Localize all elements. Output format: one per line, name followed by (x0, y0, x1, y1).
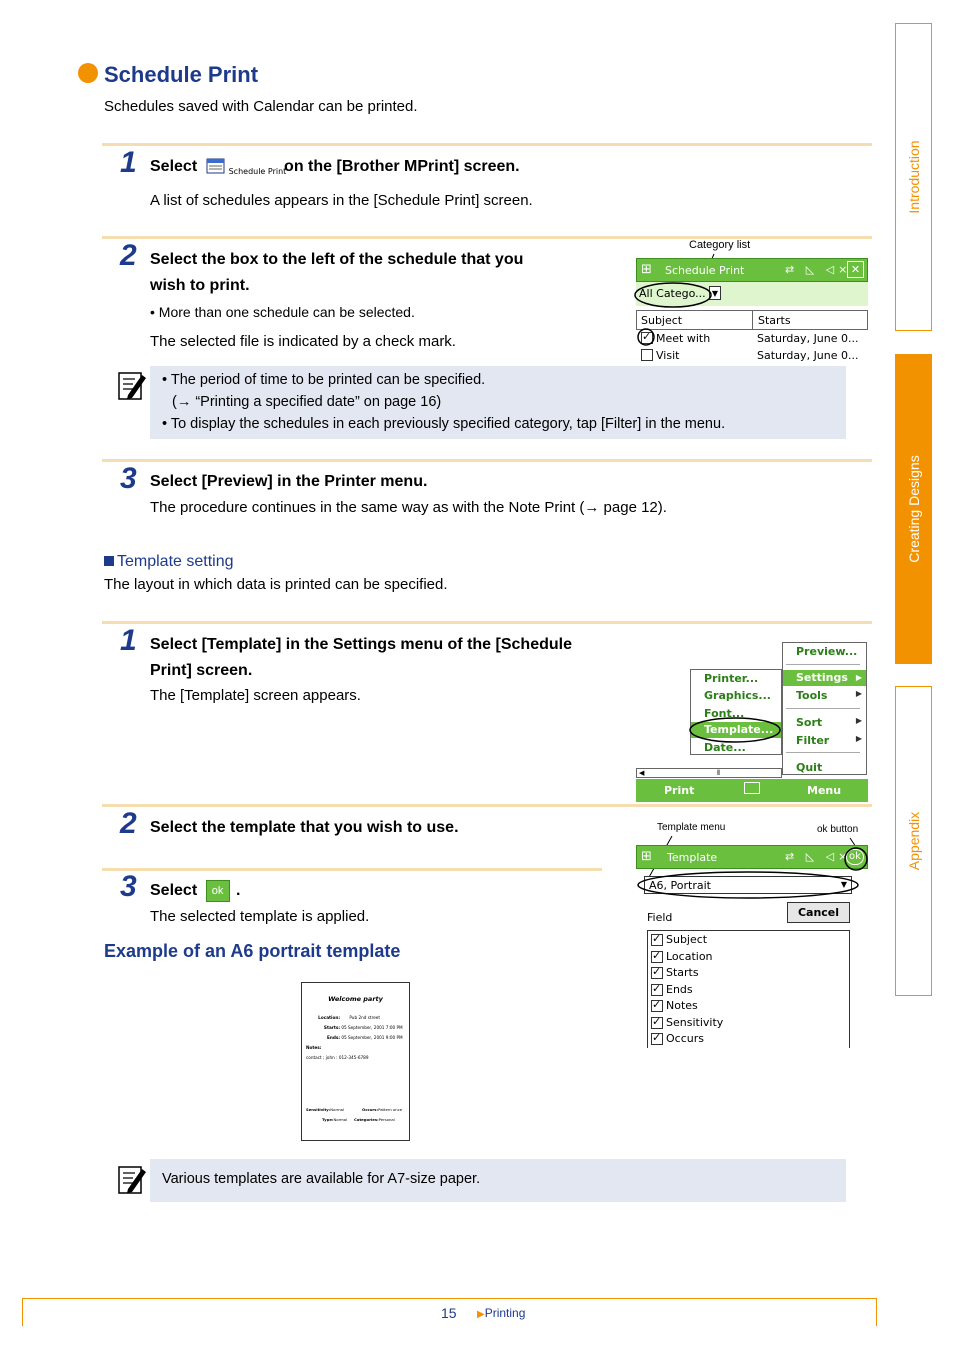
card-type-label: Type: (322, 1117, 334, 1122)
template-select-value: A6, Portrait (649, 879, 711, 892)
menu-item-quit[interactable]: Quit (796, 761, 823, 774)
step-heading-line: Select the box to the left of the schedule that you (150, 251, 524, 268)
submenu-item-date[interactable]: Date... (704, 741, 746, 754)
chevron-right-icon: ▶ (855, 734, 862, 743)
footer-link-label: Printing (484, 1306, 526, 1320)
callout-category-list: Category list (689, 239, 751, 251)
menu-item-tools[interactable] (796, 689, 866, 702)
note-box (150, 1159, 846, 1202)
footer-rule-left (22, 1298, 23, 1326)
ok-button[interactable]: ok (846, 849, 864, 865)
field-list-label: Notes (666, 999, 698, 1012)
step-number: 3 (120, 462, 137, 495)
step-heading-post: on the [Brother MPrint] screen. (284, 158, 520, 175)
triangle-right-icon: ▶ (477, 1309, 485, 1320)
screen-title: Schedule Print (665, 264, 745, 277)
subsection-heading (104, 553, 234, 571)
title-bullet-icon (78, 63, 98, 83)
schedule-print-screen (636, 258, 868, 366)
card-location-label: Location: (318, 1015, 340, 1020)
ok-button-icon: ok (206, 880, 230, 902)
checkbox-checked[interactable] (651, 1033, 663, 1045)
callout-circle (843, 846, 869, 872)
menu-divider (786, 752, 860, 753)
list-header (636, 310, 868, 330)
divider (102, 459, 872, 462)
example-heading: Example of an A6 portrait template (104, 941, 401, 961)
keyboard-icon[interactable] (744, 782, 760, 794)
checkbox-checked[interactable] (651, 967, 663, 979)
template-preview-card (301, 982, 410, 1141)
tab-creating-designs[interactable] (895, 354, 932, 664)
step-description: A list of schedules appears in the [Schedule Print] screen. (150, 192, 533, 209)
field-list-label: Subject (666, 933, 708, 946)
callout-circle (636, 327, 656, 347)
menu-item-settings[interactable] (783, 670, 866, 686)
screen-title-bar (636, 845, 868, 869)
checkbox[interactable] (641, 349, 653, 361)
card-starts-value: 05 September, 2001 7:00 PM (341, 1025, 403, 1030)
card-occurs-label: Occurs: (362, 1107, 379, 1112)
field-list-item[interactable] (651, 1015, 846, 1031)
card-sensitivity-label: Sensitivity: (306, 1107, 331, 1112)
chevron-right-icon: ▶ (855, 673, 862, 682)
table-row[interactable] (636, 330, 868, 347)
note-line: (→ “Printing a specified date” on page 16) (172, 394, 442, 410)
chevron-down-icon[interactable]: ▼ (840, 880, 847, 889)
divider (102, 236, 872, 239)
chevron-right-icon: ▶ (855, 689, 862, 698)
step-number: 1 (120, 146, 137, 179)
checkbox-checked[interactable] (651, 1017, 663, 1029)
field-list-label: Ends (666, 982, 693, 996)
scroll-left-icon[interactable]: ◀ (639, 769, 645, 777)
field-list-item[interactable] (651, 965, 846, 981)
col-subject[interactable]: Subject (641, 314, 683, 327)
row-starts: Saturday, June 0... (757, 332, 859, 345)
tab-label: Creating Designs (905, 455, 922, 563)
callout-ellipse (633, 281, 715, 311)
menu-softkey[interactable]: Menu (807, 784, 842, 797)
callout-ellipse (688, 716, 784, 746)
card-occurs-value: Pattern once (378, 1107, 403, 1112)
submenu-item-template[interactable]: Template... (691, 722, 781, 738)
menu-divider (786, 664, 860, 665)
status-icons: ⇄ ◺ ◁× (785, 263, 852, 276)
menu-item-filter[interactable] (796, 734, 866, 747)
chevron-right-icon: ▶ (855, 716, 862, 725)
footer-link-printing[interactable] (477, 1306, 525, 1320)
callout-ellipse (636, 868, 864, 904)
chevron-down-icon[interactable]: ▼ (709, 286, 721, 300)
footer-rule-right (876, 1298, 877, 1326)
note-icon (116, 1163, 148, 1200)
step-number: 3 (120, 870, 137, 903)
field-list-label: Starts (666, 966, 699, 979)
category-select[interactable]: All Catego... (639, 287, 706, 300)
step-heading (150, 878, 241, 904)
menu-item-label: Filter (796, 734, 830, 747)
field-list-item[interactable] (651, 932, 846, 948)
subsection-heading-text: Template setting (117, 553, 234, 570)
tab-appendix[interactable] (895, 686, 932, 996)
checkbox-checked[interactable] (651, 1000, 663, 1012)
screen-title: Template (667, 851, 718, 864)
step-heading-line: Print] screen. (150, 662, 253, 679)
subsection-description: The layout in which data is printed can be specified. (104, 576, 448, 593)
submenu-item-font[interactable]: Font... (704, 707, 745, 720)
card-categories-label: Categories: (354, 1117, 379, 1122)
horizontal-scrollbar[interactable] (636, 768, 782, 778)
step-description: The selected file is indicated by a check mark. (150, 333, 456, 350)
scroll-thumb-icon[interactable]: ⦀ (717, 769, 721, 777)
square-bullet-icon (104, 556, 114, 566)
col-starts[interactable]: Starts (758, 314, 791, 327)
submenu-item-graphics[interactable]: Graphics... (704, 689, 771, 702)
step-heading-pre: Select (150, 882, 198, 899)
note-line: • To display the schedules in each previously specified category, tap [Filter] in the menu. (162, 416, 726, 432)
screen-title-bar (636, 258, 868, 282)
menu-item-label: Sort (796, 716, 823, 729)
row-subject: Meet with (656, 332, 711, 345)
step-heading (150, 632, 572, 684)
checkbox-checked[interactable] (651, 951, 663, 963)
menu-item-preview[interactable]: Preview... (796, 645, 858, 658)
menu-item-label: Settings (796, 671, 848, 684)
tab-label: Introduction (905, 140, 922, 214)
checkbox-checked[interactable] (651, 934, 663, 946)
step-heading-pre: Select (150, 158, 198, 175)
card-title: Welcome party (328, 995, 383, 1003)
step-heading-post: . (236, 882, 241, 899)
step-number: 1 (120, 624, 137, 657)
field-label: Field (647, 911, 673, 924)
cancel-button[interactable]: Cancel (787, 902, 850, 923)
card-ends-label: Ends: (326, 1035, 340, 1040)
step-number: 2 (120, 807, 137, 840)
field-list-item[interactable] (651, 949, 846, 965)
step-heading: Select [Preview] in the Printer menu. (150, 473, 428, 490)
footer-rule (22, 1298, 877, 1299)
page-number: 15 (441, 1305, 457, 1321)
windows-flag-icon: ⊞ (641, 262, 652, 277)
row-starts: Saturday, June 0... (757, 349, 859, 362)
step-number: 2 (120, 239, 137, 272)
step-heading (150, 247, 523, 299)
divider (102, 804, 872, 807)
field-list-item[interactable] (651, 1031, 846, 1047)
step-description: The selected template is applied. (150, 908, 370, 925)
card-starts-label: Starts: (323, 1025, 340, 1030)
print-softkey[interactable]: Print (664, 784, 695, 797)
card-notes-label: Notes: (306, 1045, 322, 1050)
menu-item-sort[interactable] (796, 716, 866, 729)
schedule-print-icon (202, 158, 287, 176)
card-notes-value: contact ; john : 012-345-6789 (306, 1055, 369, 1060)
step-heading (150, 154, 520, 180)
field-list-item[interactable] (651, 982, 846, 998)
checkbox-checked[interactable] (651, 984, 663, 996)
field-list-item[interactable] (651, 998, 846, 1014)
callout-template-menu: Template menu (657, 822, 726, 833)
intro-text: Schedules saved with Calendar can be printed. (104, 98, 418, 115)
row-subject: Visit (656, 349, 680, 362)
callout-ok-button: ok button (817, 824, 859, 835)
close-icon[interactable]: ✕ (847, 261, 864, 278)
card-sensitivity-value: Normal (330, 1107, 345, 1112)
soft-key-bar (636, 779, 868, 802)
status-icons: ⇄ ◺ ◁× (785, 850, 852, 863)
tab-label: Appendix (905, 811, 922, 871)
menu-divider (786, 708, 860, 709)
note-box (150, 366, 846, 439)
divider (102, 143, 872, 146)
submenu-item-printer[interactable]: Printer... (704, 672, 759, 685)
field-list-label: Sensitivity (666, 1015, 724, 1029)
card-type-value: Normal (333, 1117, 348, 1122)
note-line: Various templates are available for A7-size paper. (162, 1171, 481, 1187)
menu-item-label: Tools (796, 689, 828, 702)
divider (102, 621, 872, 624)
divider (102, 868, 602, 871)
table-row[interactable] (636, 347, 868, 364)
note-icon (116, 369, 148, 406)
step-description: The procedure continues in the same way as with the Note Print (→ page 12). (150, 499, 667, 516)
schedule-print-icon-label: Schedule Print (228, 166, 287, 176)
field-list-label: Occurs (666, 1032, 704, 1045)
card-categories-value: Personal (378, 1117, 395, 1122)
step-heading-line: Select [Template] in the Settings menu of the [Schedule (150, 636, 572, 653)
windows-flag-icon: ⊞ (641, 849, 652, 864)
step-heading-line: wish to print. (150, 277, 250, 294)
step-bullet: • More than one schedule can be selected. (150, 304, 415, 320)
step-heading: Select the template that you wish to use. (150, 819, 459, 836)
page-title: Schedule Print (104, 62, 259, 87)
tab-introduction[interactable] (895, 23, 932, 331)
card-ends-value: 05 September, 2001 9:00 PM (341, 1035, 403, 1040)
field-list-label: Location (666, 949, 713, 963)
step-description: The [Template] screen appears. (150, 687, 361, 704)
card-location-value: Pub 2nd street (349, 1015, 380, 1020)
column-divider (752, 311, 753, 329)
note-line: • The period of time to be printed can be specified. (162, 372, 486, 388)
